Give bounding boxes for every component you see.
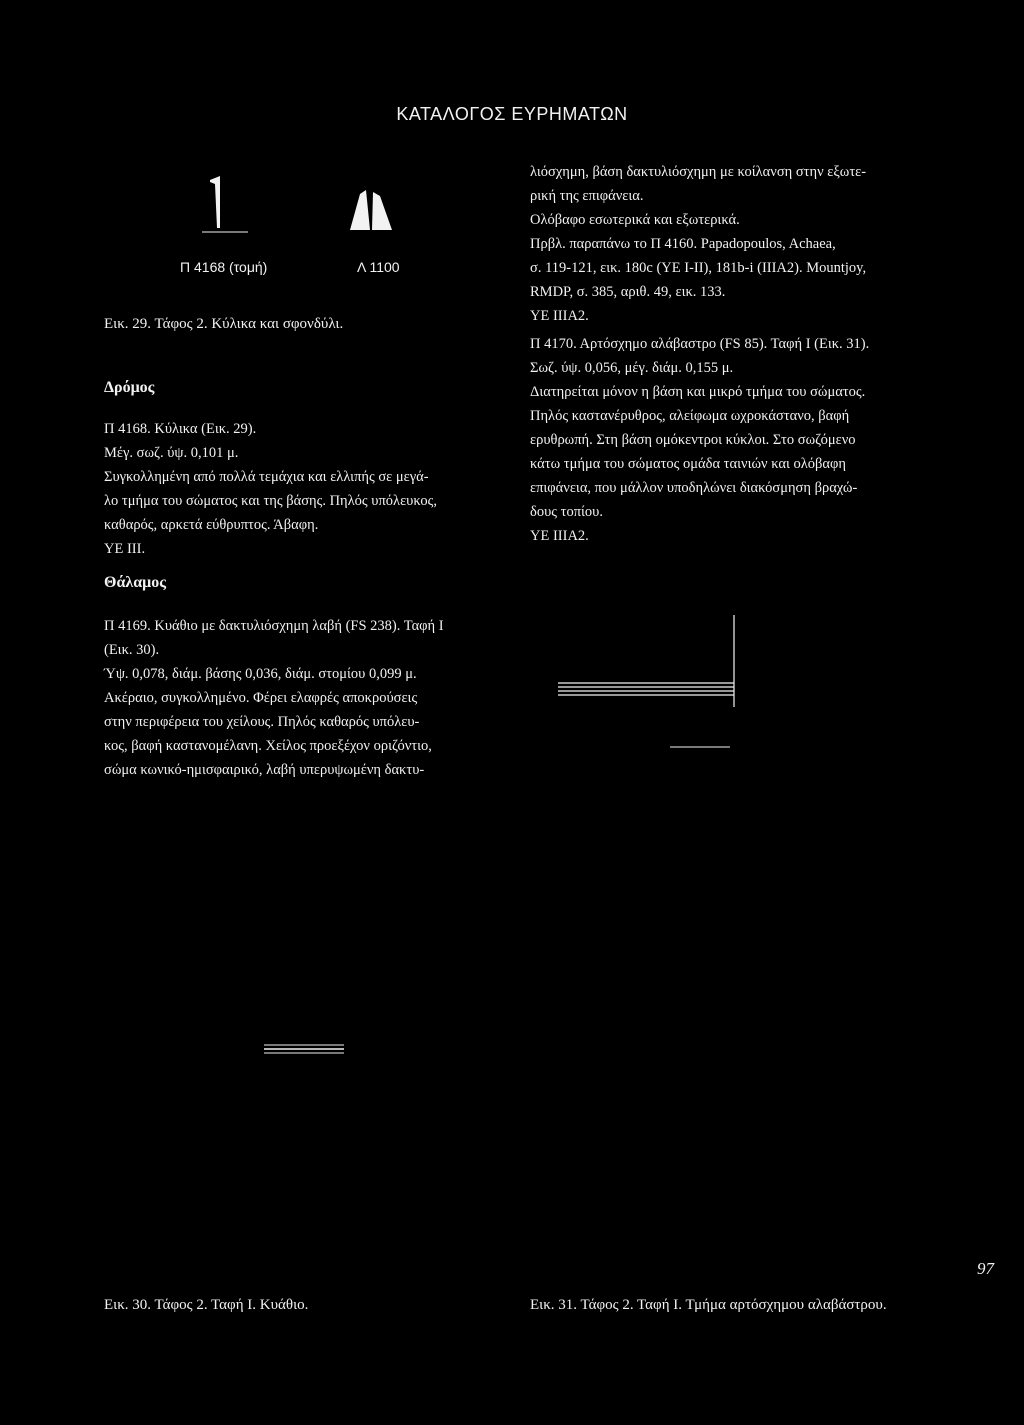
entry-line: Διατηρείται μόνον η βάση και μικρό τμήμα του σώματος.: [530, 384, 866, 400]
entry-line: Ολόβαφο εσωτερικά και εξωτερικά.: [530, 212, 740, 228]
entry-line: Μέγ. σωζ. ύψ. 0,101 μ.: [104, 445, 239, 461]
fig30-drawing: [260, 1040, 350, 1060]
entry-line: σώμα κωνικό-ημισφαιρικό, λαβή υπερυψωμένη δακτυ-: [104, 762, 425, 778]
fig29-drawings: [190, 170, 430, 240]
fig31-caption: Εικ. 31. Τάφος 2. Ταφή Ι. Τμήμα αρτόσχημου αλαβάστρου.: [530, 1297, 887, 1313]
entry-line: ρική της επιφάνεια.: [530, 188, 644, 204]
entry-line: ΥΕ ΙΙΙΑ2.: [530, 308, 589, 324]
thalamos-heading: Θάλαμος: [104, 574, 166, 591]
dromos-entry: [104, 417, 508, 561]
entry-line: Π 4169. Κυάθιο με δακτυλιόσχημη λαβή (FS 238). Ταφή Ι: [104, 618, 444, 634]
entry-line: RMDP, σ. 385, αριθ. 49, εικ. 133.: [530, 284, 726, 300]
spindle-whorl-drawing: [350, 190, 392, 230]
fig29-label-kylix: Π 4168 (τομή): [180, 259, 268, 275]
fig31-drawing: [540, 615, 760, 755]
entry-line: κος, βαφή καστανομέλανη. Χείλος προεξέχον οριζόντιο,: [104, 738, 432, 754]
entry-line: Ακέραιο, συγκολλημένο. Φέρει ελαφρές αποκρούσεις: [104, 690, 418, 706]
kylix-section-drawing: [202, 176, 248, 232]
entry-line: Πηλός καστανέρυθρος, αλείφωμα ωχροκάστανο, βαφή: [530, 408, 850, 424]
entry-line: Ύψ. 0,078, διάμ. βάσης 0,036, διάμ. στομίου 0,099 μ.: [104, 666, 417, 682]
entry-line: Πρβλ. παραπάνω το Π 4160. Papadopoulos, Achaea,: [530, 236, 836, 252]
dromos-heading: Δρόμος: [104, 379, 155, 396]
entry-line: λο τμήμα του σώματος και της βάσης. Πηλός υπόλευκος,: [104, 493, 437, 509]
entry-line: δους τοπίου.: [530, 504, 603, 520]
entry-line: ΥΕ ΙΙΙΑ2.: [530, 528, 589, 544]
entry-line: Π 4170. Αρτόσχημο αλάβαστρο (FS 85). Ταφή Ι (Εικ. 31).: [530, 336, 870, 352]
entry-line: ΥΕ ΙΙΙ.: [104, 541, 146, 557]
fig29-label-whorl: Λ 1100: [357, 259, 400, 275]
entry-p4169: [104, 614, 514, 782]
entry-line: σ. 119-121, εικ. 180c (ΥΕ Ι-ΙΙ), 181b-i (ΙΙΙΑ2). Mountjoy,: [530, 260, 867, 276]
entry-line: επιφάνεια, που μάλλον υποδηλώνει διακόσμηση βραχώ-: [530, 480, 858, 496]
entry-p4170: [530, 332, 940, 548]
entry-line: Συγκολλημένη από πολλά τεμάχια και ελλιπής σε μεγά-: [104, 469, 429, 485]
entry-line: κάτω τμήμα του σώματος ομάδα ταινιών και ολόβαφη: [530, 456, 846, 472]
fig29-caption: Εικ. 29. Τάφος 2. Κύλικα και σφονδύλι.: [104, 316, 344, 332]
fig30-caption: Εικ. 30. Τάφος 2. Ταφή Ι. Κυάθιο.: [104, 1297, 309, 1313]
entry-line: λιόσχημη, βάση δακτυλιόσχημη με κοίλανση στην εξωτε-: [530, 164, 867, 180]
entry-line: ερυθρωπή. Στη βάση ομόκεντροι κύκλοι. Στο σωζόμενο: [530, 432, 856, 448]
entry-line: Π 4168. Κύλικα (Εικ. 29).: [104, 421, 257, 437]
entry-line: στην περιφέρεια του χείλους. Πηλός καθαρός υπόλευ-: [104, 714, 420, 730]
entry-line: (Εικ. 30).: [104, 642, 160, 658]
page-number: 97: [977, 1259, 994, 1278]
page-header: ΚΑΤΑΛΟΓΟΣ ΕΥΡΗΜΑΤΩΝ: [396, 104, 628, 124]
right-column-continuation: [530, 160, 940, 328]
entry-line: καθαρός, αρκετά εύθρυπτος. Άβαφη.: [104, 517, 319, 533]
entry-line: Σωζ. ύψ. 0,056, μέγ. διάμ. 0,155 μ.: [530, 360, 734, 376]
